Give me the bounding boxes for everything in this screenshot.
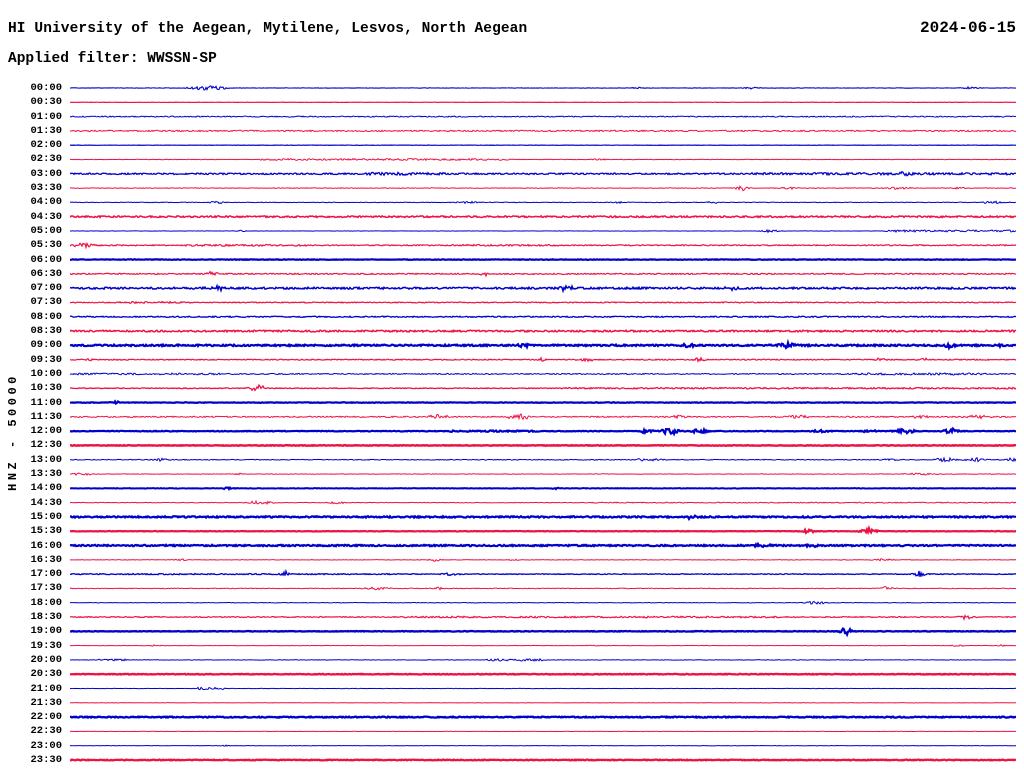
time-label-16:30: 16:30	[30, 553, 62, 566]
time-label-21:30: 21:30	[30, 696, 62, 709]
time-label-10:30: 10:30	[30, 382, 62, 395]
time-label-08:00: 08:00	[30, 310, 62, 323]
time-label-17:00: 17:00	[30, 568, 62, 581]
time-label-09:00: 09:00	[30, 339, 62, 352]
trace-19:00	[70, 629, 1016, 635]
trace-05:30	[70, 243, 1016, 247]
time-label-18:00: 18:00	[30, 596, 62, 609]
trace-16:00	[70, 544, 1016, 547]
trace-04:00	[70, 201, 1016, 203]
time-label-00:00: 00:00	[30, 82, 62, 94]
trace-09:00	[70, 343, 1016, 348]
time-label-11:30: 11:30	[30, 410, 62, 423]
trace-19:30	[70, 645, 1016, 647]
time-label-02:30: 02:30	[30, 153, 62, 166]
time-label-20:30: 20:30	[30, 668, 62, 681]
trace-11:00	[70, 401, 1016, 403]
trace-07:00	[70, 286, 1016, 291]
time-label-20:00: 20:00	[30, 653, 62, 666]
trace-13:00	[70, 458, 1016, 462]
station-title: HI University of the Aegean, Mytilene, Lesvos, North Aegean	[8, 21, 528, 37]
trace-20:00	[70, 659, 1016, 661]
trace-01:30	[70, 130, 1016, 131]
time-label-12:30: 12:30	[30, 439, 62, 452]
time-label-06:30: 06:30	[30, 267, 62, 280]
trace-11:30	[70, 414, 1016, 419]
time-label-23:30: 23:30	[30, 753, 62, 766]
time-label-02:00: 02:00	[30, 139, 62, 152]
trace-23:30	[70, 760, 1016, 761]
trace-03:30	[70, 186, 1016, 190]
trace-18:00	[70, 601, 1016, 603]
time-label-22:00: 22:00	[30, 711, 62, 724]
trace-12:00	[70, 429, 1016, 434]
time-label-05:00: 05:00	[30, 224, 62, 237]
time-label-15:30: 15:30	[30, 525, 62, 538]
trace-03:00	[70, 172, 1016, 176]
time-label-16:00: 16:00	[30, 539, 62, 552]
time-label-04:00: 04:00	[30, 196, 62, 209]
trace-17:00	[70, 571, 1016, 577]
trace-07:30	[70, 302, 1016, 304]
trace-06:30	[70, 272, 1016, 276]
trace-20:30	[70, 674, 1016, 675]
time-label-00:30: 00:30	[30, 96, 62, 109]
trace-12:30	[70, 445, 1016, 446]
time-label-22:30: 22:30	[30, 725, 62, 738]
time-label-19:00: 19:00	[30, 625, 62, 638]
trace-23:00	[70, 745, 1016, 746]
time-label-12:00: 12:00	[30, 425, 62, 438]
trace-22:00	[70, 717, 1016, 718]
trace-16:30	[70, 559, 1016, 562]
trace-06:00	[70, 259, 1016, 260]
time-label-13:30: 13:30	[30, 468, 62, 481]
trace-10:00	[70, 373, 1016, 375]
trace-14:30	[70, 501, 1016, 504]
filter-label: Applied filter: WWSSN-SP	[8, 51, 217, 67]
trace-09:30	[70, 358, 1016, 361]
trace-18:30	[70, 616, 1016, 619]
time-label-13:00: 13:00	[30, 453, 62, 466]
trace-17:30	[70, 586, 1016, 589]
time-label-04:30: 04:30	[30, 210, 62, 223]
trace-02:30	[70, 159, 1016, 161]
trace-01:00	[70, 116, 1016, 117]
time-label-01:00: 01:00	[30, 110, 62, 123]
time-label-07:30: 07:30	[30, 296, 62, 309]
time-label-14:00: 14:00	[30, 482, 62, 495]
seismogram-trace-area	[70, 82, 1016, 778]
trace-15:30	[70, 528, 1016, 532]
y-axis-channel-scale-label: HNZ - 50000	[6, 373, 20, 491]
time-label-06:00: 06:00	[30, 253, 62, 266]
trace-21:00	[70, 687, 1016, 689]
time-label-09:30: 09:30	[30, 353, 62, 366]
time-label-23:00: 23:00	[30, 739, 62, 752]
trace-08:00	[70, 316, 1016, 317]
trace-04:30	[70, 216, 1016, 218]
trace-15:00	[70, 516, 1016, 519]
time-label-05:30: 05:30	[30, 239, 62, 252]
trace-08:30	[70, 330, 1016, 332]
time-label-11:00: 11:00	[30, 396, 62, 409]
trace-14:00	[70, 487, 1016, 489]
time-label-18:30: 18:30	[30, 611, 62, 624]
report-date: 2024-06-15	[919, 19, 1016, 37]
time-label-19:30: 19:30	[30, 639, 62, 652]
time-label-03:30: 03:30	[30, 182, 62, 195]
time-label-10:00: 10:00	[30, 367, 62, 380]
trace-05:00	[70, 230, 1016, 232]
trace-10:30	[70, 385, 1016, 390]
trace-00:00	[70, 86, 1016, 90]
time-label-03:00: 03:00	[30, 167, 62, 180]
time-label-15:00: 15:00	[30, 510, 62, 523]
time-label-01:30: 01:30	[30, 124, 62, 137]
time-label-21:00: 21:00	[30, 682, 62, 695]
time-label-17:30: 17:30	[30, 582, 62, 595]
time-label-08:30: 08:30	[30, 325, 62, 338]
trace-13:30	[70, 473, 1016, 475]
time-label-14:30: 14:30	[30, 496, 62, 509]
time-label-07:00: 07:00	[30, 282, 62, 295]
